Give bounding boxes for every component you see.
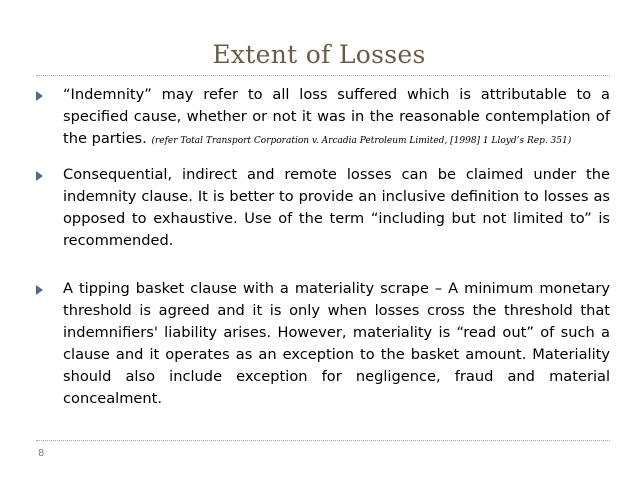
bullet-list <box>30 84 610 410</box>
triangle-bullet-icon <box>36 285 43 295</box>
page-number: 8 <box>38 448 45 459</box>
bullet-body: “Indemnity” may refer to all loss suffered which is attributable to a specified cause, whether or not it was in the reasonable contemplation of the parties. <box>63 86 610 147</box>
triangle-bullet-icon <box>36 171 43 181</box>
bullet-item <box>30 164 610 252</box>
bullet-item <box>30 278 610 410</box>
bullet-body: Consequential, indirect and remote losses can be claimed under the indemnity clause. It is better to provide an inclusive definition to losses as opposed to exhaustive. Use of the term “including but not limited to” is recommended. <box>63 166 610 249</box>
slide-title: Extent of Losses <box>212 40 426 69</box>
bullet-body: A tipping basket clause with a materiality scrape – A minimum monetary threshold is agreed and it is only when losses cross the threshold that indemnifiers' liability arises. However, materiality is “read out” of such a clause and it operates as an exception to the basket amount. Materiality should also include exception for negligence, fraud and material concealment. <box>63 280 610 407</box>
case-citation: (refer Total Transport Corporation v. Arcadia Petroleum Limited, [1998] 1 Lloyd’s Rep. 351) <box>151 136 572 146</box>
bullet-text <box>63 278 610 410</box>
title-divider <box>36 75 610 76</box>
footer-divider <box>36 440 610 441</box>
triangle-bullet-icon <box>36 91 43 101</box>
bullet-text <box>63 164 610 252</box>
bullet-item <box>30 84 610 150</box>
bullet-text <box>63 84 610 150</box>
